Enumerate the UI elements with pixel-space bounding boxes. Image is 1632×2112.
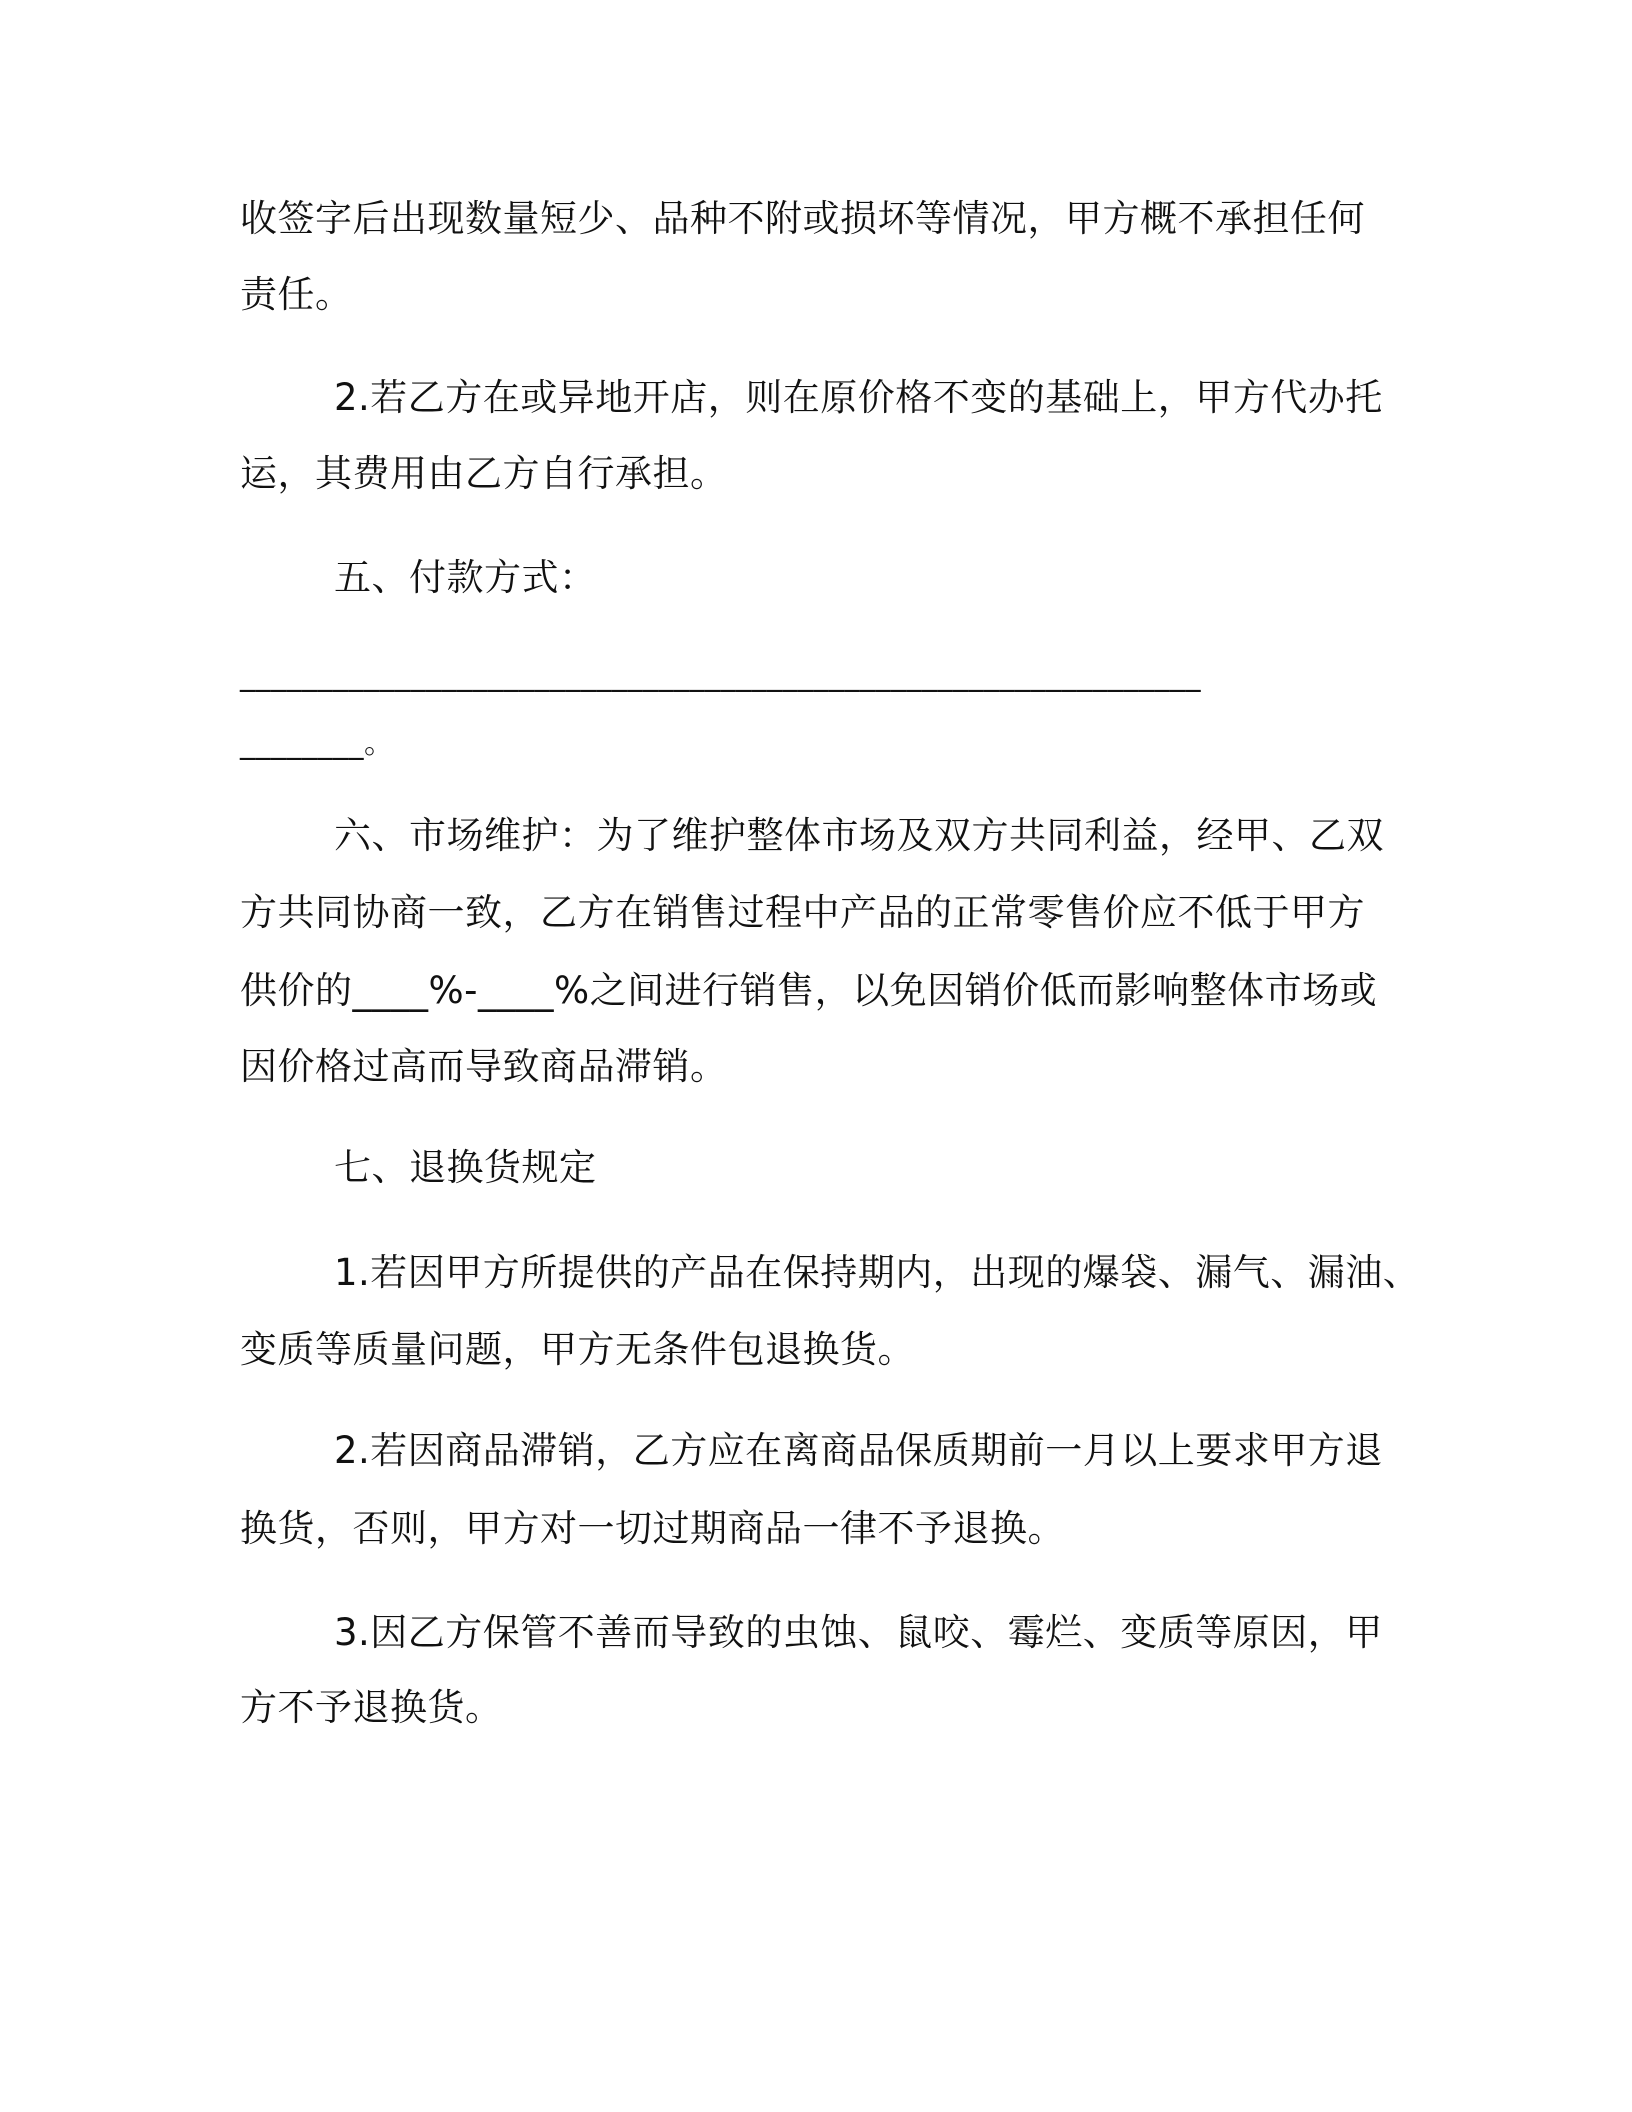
text-line: 收签字后出现数量短少、品种不附或损坏等情况，甲方概不承担任何 xyxy=(240,197,1365,240)
text-line: 方不予退换货。 xyxy=(240,1686,503,1729)
blank-fill-line: ________。 xyxy=(240,726,395,761)
text-line: 供价的____%-____%之间进行销售，以免因销价低而影响整体市场或 xyxy=(240,969,1378,1012)
text-line: 2.若因商品滞销，乙方应在离商品保质期前一月以上要求甲方退 xyxy=(334,1429,1383,1472)
text-line: 六、市场维护：为了维护整体市场及双方共同利益，经甲、乙双 xyxy=(334,814,1384,857)
text-line: 责任。 xyxy=(240,273,353,316)
text-line: 因价格过高而导致商品滞销。 xyxy=(240,1045,728,1088)
section-heading: 七、退换货规定 xyxy=(334,1146,597,1189)
text-line: 变质等质量问题，甲方无条件包退换货。 xyxy=(240,1328,915,1371)
section-heading: 五、付款方式： xyxy=(334,556,597,599)
text-line: 2.若乙方在或异地开店，则在原价格不变的基础上，甲方代办托 xyxy=(334,376,1383,419)
text-line: 换货，否则，甲方对一切过期商品一律不予退换。 xyxy=(240,1507,1065,1550)
blank-fill-line: ______________________________________________________________ xyxy=(240,658,1201,693)
text-line: 方共同协商一致，乙方在销售过程中产品的正常零售价应不低于甲方 xyxy=(240,891,1365,934)
text-line: 3.因乙方保管不善而导致的虫蚀、鼠咬、霉烂、变质等原因，甲 xyxy=(334,1611,1383,1654)
text-line: 运，其费用由乙方自行承担。 xyxy=(240,452,728,495)
text-line: 1.若因甲方所提供的产品在保持期内，出现的爆袋、漏气、漏油、 xyxy=(334,1251,1421,1294)
